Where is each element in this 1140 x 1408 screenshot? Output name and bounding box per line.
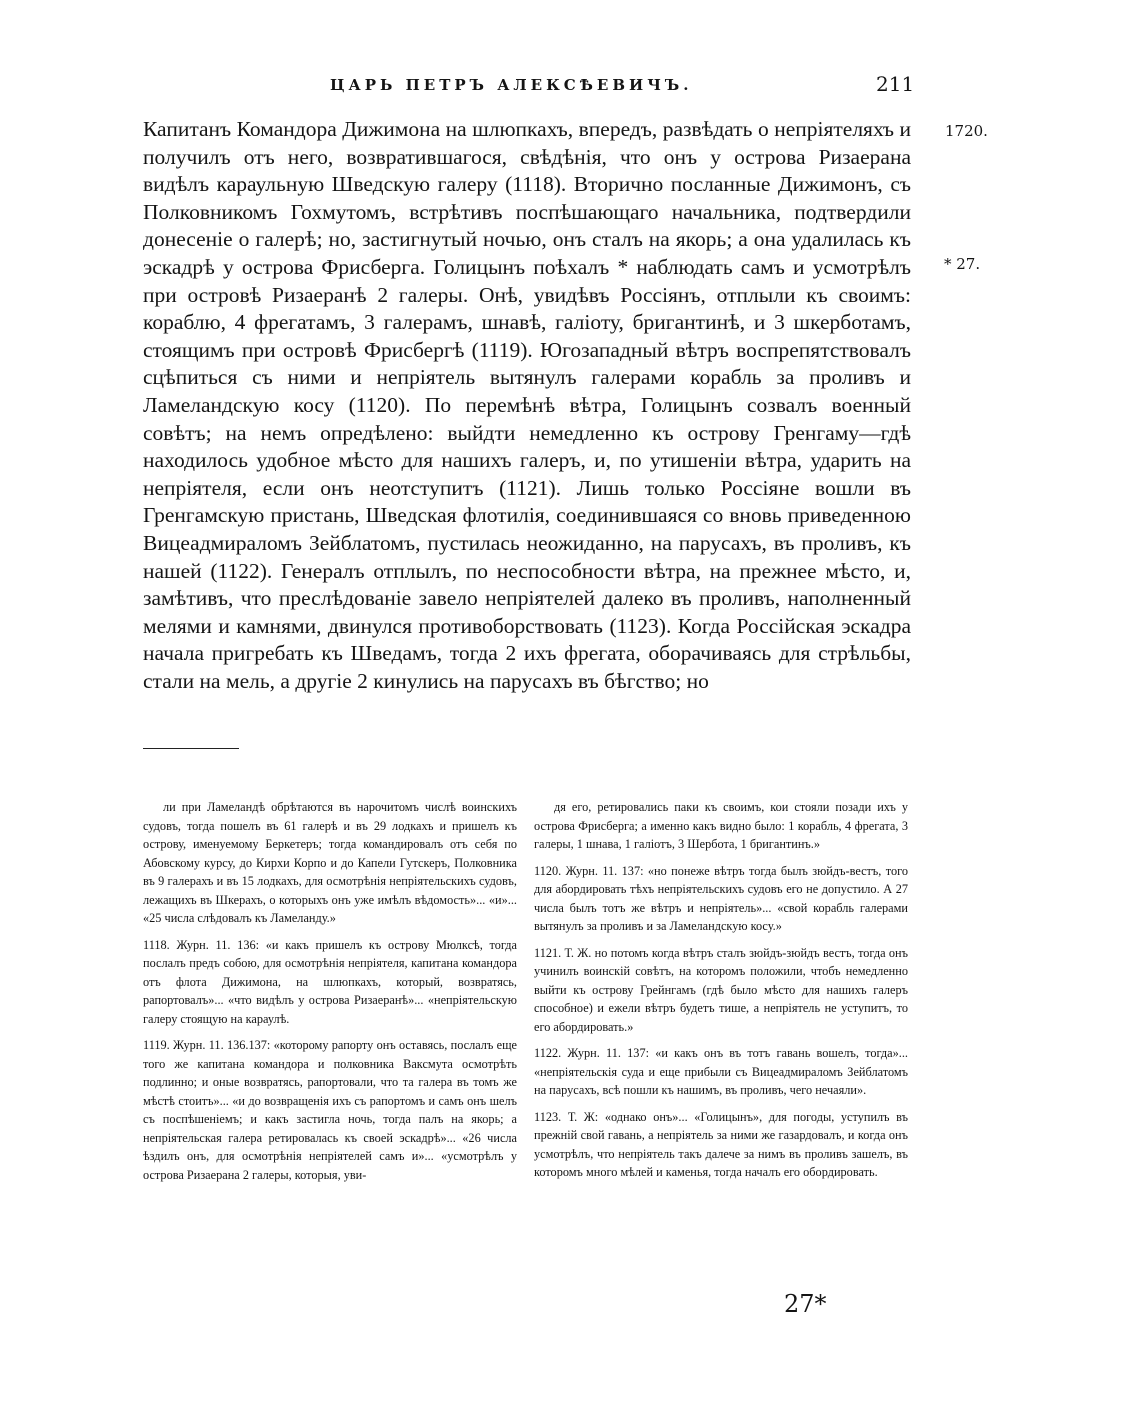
footnote-1123: 1123. Т. Ж: «однако онъ»... «Голицынъ», для погоды, уступилъ въ прежній свой гавань, а непріятель за ними же газардовалъ, и когда онъ усмотрѣлъ, что непріятель такъ далече за нимъ въ проливъ зашелъ, въ которомъ много мѣлей и каменья, тогда началъ его обордировать. <box>534 1109 908 1179</box>
running-title: ЦАРЬ ПЕТРЪ АЛЕКСѢЕВИЧЪ. <box>330 76 693 94</box>
footnote: ли при Ламеландѣ обрѣтаются въ нарочитомъ числѣ воинскихъ судовъ, тогда пошелъ въ 61 галерѣ и въ 29 лодкахъ и пришелъ къ острову, именуемому Беркетеръ; тогда командировалъ отъ себя по Абовскому курсу, до Кирхи Корпо и до Капели Гутскеръ, Полковника въ 9 галерахъ и въ 15 лодкахъ, для осмотрѣнія непріятельскихъ судовъ, лежащихъ въ Шкерахъ, о которыхъ онъ уже имѣлъ вѣдомость»... «и»... «25 числа слѣдовалъ къ Ламеланду.» <box>143 800 517 925</box>
footnote-1118: 1118. Журн. 11. 136: «и какъ пришелъ къ острову Мюлксѣ, тогда послалъ предъ собою, для осмотрѣнія непріятеля, капитана командора отъ флота Дижимона, на шлюпкахъ, который, возвратясь, рапортовалъ»... «что видѣлъ у острова Ризаеранѣ»... «непріятельскую галеру стоящую на караулѣ. <box>143 937 517 1026</box>
margin-note-year: 1720. <box>945 122 988 140</box>
page-number: 211 <box>876 72 915 96</box>
footnote-divider <box>143 748 239 749</box>
footnote: дя его, ретировались паки къ своимъ, кои стояли позади ихъ у острова Фрисберга; а именно какъ видно было: 1 корабль, 4 фрегата, 3 галеры, 1 шнава, 1 галіотъ, 3 Шербота, 1 бригантинъ.» <box>534 800 908 851</box>
signature-mark: 27* <box>784 1290 827 1318</box>
footnote-1122: 1122. Журн. 11. 137: «и какъ онъ въ тотъ гавань вошелъ, тогда»... «непріятельскія суда и еще прибыли съ Вицеадмираломъ Зейблатомъ на парусахъ, всѣ пошли къ нашимъ, въ проливъ, чего нечаяли». <box>534 1046 908 1097</box>
footnotes-left-column <box>143 798 517 1192</box>
footnotes-right-column <box>534 798 908 1190</box>
footnote-1121: 1121. Т. Ж. но потомъ когда вѣтръ сталъ зюйдъ-зюйдъ вестъ, тогда онъ учинилъ воинскій совѣтъ, на которомъ положили, чтобъ немедленно выйти къ острову Грейнгамъ (гдѣ было мѣсто для нашихъ галеръ способное) и ежели вѣтръ будетъ тише, а непріятель не уступитъ, то его абордировать.» <box>534 945 908 1034</box>
main-paragraph: Капитанъ Командора Дижимона на шлюпкахъ, впередъ, развѣдать о непріятеляхъ и получилъ отъ него, возвратившагося, свѣдѣнія, что онъ у острова Ризаерана видѣлъ караульную Шведскую галеру (1118). Вторично посланные Дижимонъ, съ Полковникомъ Гохмутомъ, встрѣтивъ поспѣшающаго начальника, подтвердили донесеніе о галерѣ; но, застигнутый ночью, онъ сталъ на якорь; а она удалилась къ эскадрѣ у острова Фрисберга. Голицынъ поѣхалъ * наблюдать самъ и усмотрѣлъ при островѣ Ризаеранѣ 2 галеры. Онѣ, увидѣвъ Россіянъ, отплыли къ своимъ: кораблю, 4 фрегатамъ, 3 галерамъ, шнавѣ, галіоту, бригантинѣ, и 3 шкерботамъ, стоящимъ при островѣ Фрисбергѣ (1119). Югозападный вѣтръ воспрепятствовалъ сцѣпиться съ ними и непріятель вытянулъ галерами корабль за проливъ и Ламеландскую косу (1120). По перемѣнѣ вѣтра, Голицынъ созвалъ военный совѣтъ; на немъ опредѣлено: выйдти немедленно къ острову Гренгаму—гдѣ находилось удобное мѣсто для нашихъ галеръ, и, по утишеніи вѣтра, ударить на непріятеля, если онъ неотступитъ (1121). Лишь только Россіяне вошли въ Гренгамскую пристань, Шведская флотилія, соединившаяся со вновь приведенною Вицеадмираломъ Зейблатомъ, пустилась неожиданно, на парусахъ, въ проливъ, къ нашей (1122). Генералъ отплылъ, по неспособности вѣтра, на прежнее мѣсто, и, замѣтивъ, что преслѣдованіе завело непріятелей далеко въ проливъ, наполненный мелями и камнями, двинулся противоборствовать (1123). Когда Россійская эскадра начала пригребать къ Шведамъ, тогда 2 ихъ фрегата, оборачиваясь для стрѣльбы, стали на мель, а другіе 2 кинулись на парусахъ въ бѣгство; но <box>143 117 911 693</box>
margin-note-date: * 27. <box>944 255 981 273</box>
footnote-1119: 1119. Журн. 11. 136.137: «которому рапорту онъ оставясь, послалъ еще того же капитана командора и полковника Ваксмута осмотрѣть подлинно; и оные возвратясь, рапортовали, что та галера въ томъ же мѣстѣ стоитъ»... «и до возвращенія ихъ съ рапортомъ и самъ онъ шелъ съ поспѣшеніемъ; и какъ застигла ночь, тогда палъ на якорь; а непріятельская галера ретировалась къ своей эскадрѣ»... «26 числа ѣздилъ онъ, для осмотрѣнія непріятелей самъ и»... «усмотрѣлъ у острова Ризаерана 2 галеры, которыя, уви- <box>143 1038 517 1182</box>
footnote-1120: 1120. Журн. 11. 137: «но понеже вѣтръ тогда былъ зюйдъ-вестъ, того для абордировать тѣхъ непріятельскихъ судовъ его не допустило. А 27 числа былъ тотъ же вѣтръ и непріятель»... «свой корабль галерами вытянулъ за проливъ и за Ламеландскую косу.» <box>534 863 908 933</box>
main-text <box>143 116 911 695</box>
